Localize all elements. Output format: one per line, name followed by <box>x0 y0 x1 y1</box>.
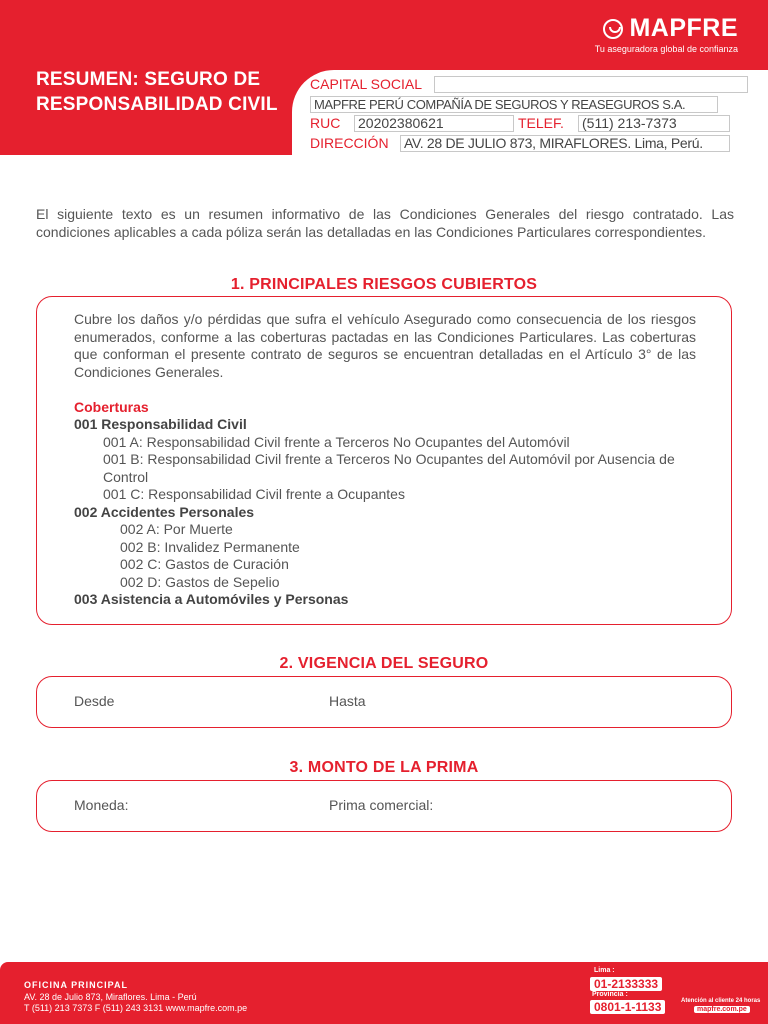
footer-phones: T (511) 213 7373 F (511) 243 3131 www.mapfre.com.pe <box>24 1003 248 1013</box>
document-title: RESUMEN: SEGURO DE RESPONSABILIDAD CIVIL <box>36 69 278 115</box>
section1-card <box>36 296 732 625</box>
coverage-item: 001 B: Responsabilidad Civil frente a Terceros No Ocupantes del Automóvil por Ausencia de Control <box>103 451 675 485</box>
from-label: Desde <box>74 693 115 709</box>
ruc-value: 20202380621 <box>354 115 514 132</box>
address-row <box>310 134 730 152</box>
to-label: Hasta <box>329 693 366 709</box>
coverage-group-003: 003 Asistencia a Automóviles y Personas <box>74 591 349 607</box>
footer-office-title: OFICINA PRINCIPAL <box>24 980 128 990</box>
coverage-item: 001 C: Responsabilidad Civil frente a Ocupantes <box>103 486 405 502</box>
section1-paragraph: Cubre los daños y/o pérdidas que sufra el vehículo Asegurado como consecuencia de los riesgos enumerados, conforme a las coberturas pactadas en las Condiciones Particulares. Las coberturas que conforman el presente contrato de seguros se encuentran detalladas en el Artículo 3° de las Condiciones Generales. <box>74 311 696 380</box>
premium-label: Prima comercial: <box>329 797 434 813</box>
lima-phone: 01-2133333 <box>590 977 662 991</box>
coverage-item: 002 C: Gastos de Curación <box>120 556 289 572</box>
section1-title: 1. PRINCIPALES RIESGOS CUBIERTOS <box>230 276 538 293</box>
section2-title: 2. VIGENCIA DEL SEGURO <box>279 655 489 672</box>
ruc-label: RUC <box>310 115 341 131</box>
section3-card <box>36 780 732 832</box>
address-value: AV. 28 DE JULIO 873, MIRAFLORES. Lima, Perú. <box>400 135 730 152</box>
section2-card <box>36 676 732 728</box>
phone-value: (511) 213-7373 <box>578 115 730 132</box>
capital-label: CAPITAL SOCIAL <box>310 76 423 92</box>
coverage-item: 002 B: Invalidez Permanente <box>120 538 300 555</box>
section3-title: 3. MONTO DE LA PRIMA <box>289 759 479 776</box>
capital-row <box>310 75 748 93</box>
coverage-item: 002 D: Gastos de Sepelio <box>120 573 280 590</box>
company-name: MAPFRE PERÚ COMPAÑÍA DE SEGUROS Y REASEGUROS S.A. <box>310 96 718 113</box>
brand-logo <box>595 14 738 54</box>
brand-tagline: Tu aseguradora global de confianza <box>594 44 738 54</box>
provincia-label: Provincia : <box>592 991 628 998</box>
intro-paragraph: El siguiente texto es un resumen informativo de las Condiciones Generales del riesgo contratado. Las condiciones aplicables a cada póliza serán las detalladas en las Condiciones Particulares correspondientes. <box>36 206 734 240</box>
coverage-group-002: 002 Accidentes Personales <box>74 503 255 520</box>
footer <box>0 962 768 1024</box>
currency-label: Moneda: <box>74 797 129 813</box>
section1-body <box>74 311 696 609</box>
phone-label: TELEF. <box>518 115 564 131</box>
attention-note: Atención al cliente 24 horas <box>681 998 761 1004</box>
mapfre-emblem-icon <box>603 19 623 39</box>
footer-website[interactable]: mapfre.com.pe <box>694 1006 750 1013</box>
coverage-item: 002 A: Por Muerte <box>120 521 233 537</box>
brand-name: MAPFRE <box>629 14 738 42</box>
footer-address: AV. 28 de Julio 873, Miraflores. Lima - Perú <box>24 992 197 1002</box>
ruc-row <box>310 114 730 132</box>
company-name-row <box>310 95 718 113</box>
coverage-title: Coberturas <box>74 398 149 415</box>
address-label: DIRECCIÓN <box>310 135 389 151</box>
capital-value <box>434 76 748 93</box>
coverage-item: 001 A: Responsabilidad Civil frente a Terceros No Ocupantes del Automóvil <box>103 433 570 450</box>
provincia-phone: 0801-1-1133 <box>590 1000 665 1014</box>
coverage-group-001: 001 Responsabilidad Civil <box>74 416 247 432</box>
lima-label: Lima : <box>594 967 615 974</box>
